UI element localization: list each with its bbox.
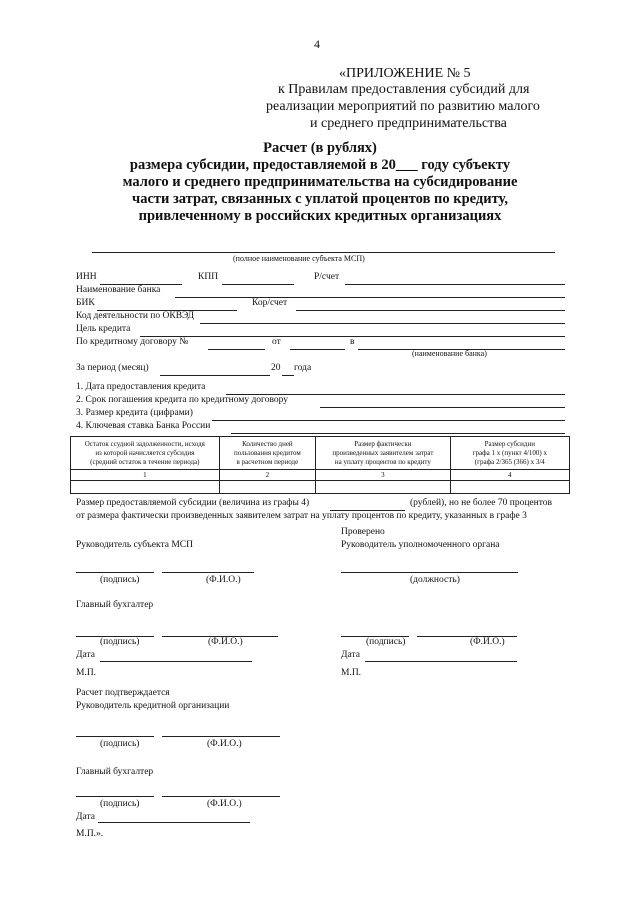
credit-purpose-label: Цель кредита (76, 324, 131, 334)
inn-label: ИНН (76, 272, 97, 282)
stamp-end-label: М.П.». (76, 829, 104, 839)
table-cell-balance[interactable] (71, 481, 220, 494)
repayment-term-field[interactable] (320, 407, 565, 408)
heading-line1: Расчет (в рублях) (263, 140, 377, 156)
authority-position-line[interactable] (341, 572, 518, 573)
table-cell-costs[interactable] (316, 481, 451, 494)
confirmed-label: Расчет подтверждается (76, 688, 170, 698)
table-header-days: Количество дней пользования кредитом в расчетном периоде (219, 437, 315, 470)
table-header-balance: Остаток ссудной задолженности, исходя из которой начисляется субсидия (средний остаток в течение периода) (71, 437, 220, 470)
in-label: в (350, 337, 355, 347)
table-col-number: 2 (219, 470, 315, 481)
appendix-line1: к Правилам предоставления субсидий для (278, 82, 530, 97)
kpp-field[interactable] (222, 284, 294, 285)
corr-account-field[interactable] (296, 310, 565, 311)
date-field[interactable] (98, 822, 250, 823)
fio-caption: (Ф.И.О.) (208, 637, 243, 647)
bank-name-field[interactable] (175, 297, 565, 298)
item-credit-date: 1. Дата предоставления кредита (76, 382, 206, 392)
period-year-field[interactable] (282, 375, 294, 376)
appendix-line3: и среднего предпринимательства (310, 116, 507, 131)
table-col-number: 1 (71, 470, 220, 481)
bik-label: БИК (76, 298, 95, 308)
fio-caption: (Ф.И.О.) (206, 575, 241, 585)
position-caption: (должность) (410, 575, 460, 585)
head-bank-fio-line[interactable] (162, 736, 280, 737)
bank-accountant-signature-line[interactable] (76, 796, 154, 797)
page-number: 4 (314, 37, 320, 51)
table-cell-subsidy[interactable] (450, 481, 569, 494)
item-repayment-term: 2. Срок погашения кредита по кредитному договору (76, 395, 289, 405)
head-bank-label: Руководитель кредитной организации (76, 701, 230, 711)
fio-caption: (Ф.И.О.) (207, 739, 242, 749)
credit-contract-label: По кредитному договору № (76, 337, 189, 347)
head-subject-signature-line[interactable] (76, 572, 154, 573)
contract-date-field[interactable] (290, 349, 345, 350)
signature-caption: (подпись) (100, 575, 140, 585)
date-label: Дата (341, 650, 360, 660)
subject-name-line (92, 252, 555, 253)
date-field[interactable] (365, 661, 517, 662)
stamp-label: М.П. (76, 668, 97, 678)
table-header-subsidy: Размер субсидии графа 1 x (пункт 4/100) x (графа 2/365 (366) x 3/4 (450, 437, 569, 470)
signature-caption: (подпись) (366, 637, 406, 647)
head-subject-fio-line[interactable] (162, 572, 254, 573)
appendix-line2: реализации мероприятий по развитию малого (266, 99, 540, 114)
head-subject-label: Руководитель субъекта МСП (76, 540, 193, 550)
table-cell-days[interactable] (219, 481, 315, 494)
subsidy-text-line2: от размера фактически произведенных заявителем затрат на уплату процентов по кредиту, указанных в графе 3 (76, 511, 527, 521)
table-col-number: 3 (316, 470, 451, 481)
heading-line5: привлеченному в российских кредитных организациях (138, 208, 502, 224)
period-label: За период (месяц) (76, 363, 149, 373)
bank-caption: (наименование банка) (412, 349, 487, 358)
fio-caption: (Ф.И.О.) (470, 637, 505, 647)
bank-name-label: Наименование банка (76, 285, 161, 295)
signature-caption: (подпись) (100, 739, 140, 749)
subsidy-text-b: (рублей), но не более 70 процентов (410, 498, 552, 508)
subject-caption: (полное наименование субъекта МСП) (233, 254, 365, 263)
credit-amount-field[interactable] (212, 420, 565, 421)
head-authority-label: Руководитель уполномоченного органа (341, 540, 500, 550)
signature-caption: (подпись) (100, 637, 140, 647)
corr-account-label: Кор/счет (252, 298, 288, 308)
date-label: Дата (76, 812, 95, 822)
from-label: от (272, 337, 281, 347)
signature-caption: (подпись) (100, 799, 140, 809)
checked-label: Проверено (341, 527, 385, 537)
appendix-title: «ПРИЛОЖЕНИЕ № 5 (339, 66, 471, 81)
kpp-label: КПП (198, 272, 219, 282)
contract-number-field[interactable] (208, 349, 265, 350)
chief-accountant-label: Главный бухгалтер (76, 767, 154, 777)
item-credit-amount: 3. Размер кредита (цифрами) (76, 408, 193, 418)
period-month-field[interactable] (160, 375, 270, 376)
stamp-label: М.П. (341, 668, 362, 678)
fio-caption: (Ф.И.О.) (207, 799, 242, 809)
subsidy-table (70, 436, 570, 494)
account-label: Р/счет (314, 272, 340, 282)
heading-line4: части затрат, связанных с уплатой процентов по кредиту, (132, 191, 508, 207)
date-label: Дата (76, 650, 95, 660)
table-header-costs: Размер фактически произведенных заявителем затрат на уплату процентов по кредиту (316, 437, 451, 470)
date-field[interactable] (100, 661, 252, 662)
subsidy-text-a: Размер предоставляемой субсидии (величина из графы 4) (76, 498, 310, 508)
item-key-rate: 4. Ключевая ставка Банка России (76, 421, 211, 431)
key-rate-field[interactable] (231, 433, 565, 434)
chief-accountant-label: Главный бухгалтер (76, 600, 154, 610)
bank-accountant-fio-line[interactable] (162, 796, 280, 797)
account-field[interactable] (345, 284, 565, 285)
okved-label: Код деятельности по ОКВЭД (76, 311, 195, 321)
okved-field[interactable] (200, 323, 565, 324)
period-year-suffix: года (294, 363, 312, 373)
period-year-prefix: 20 (271, 363, 281, 373)
head-bank-signature-line[interactable] (76, 736, 154, 737)
heading-line2: размера субсидии, предоставляемой в 20___ году субъекту (129, 157, 511, 173)
table-col-number: 4 (450, 470, 569, 481)
heading-line3: малого и среднего предпринимательства на субсидирование (122, 174, 518, 190)
